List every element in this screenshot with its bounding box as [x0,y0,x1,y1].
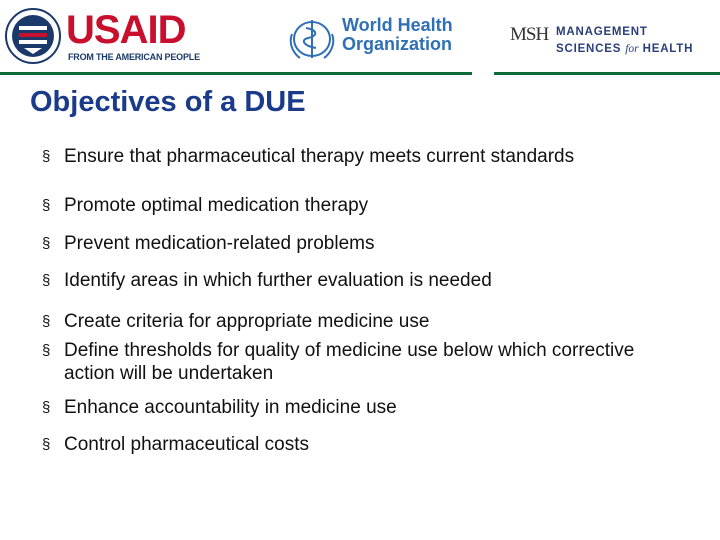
who-logo [286,14,456,64]
bullet-marker: § [42,399,51,416]
msh-sciences: SCIENCES [556,43,622,55]
msh-for: for [625,43,639,55]
usaid-wordmark [66,8,185,52]
bullet-item [42,339,642,385]
bullet-item [42,232,642,255]
bullet-text: Enhance accountability in medicine use [64,397,397,418]
header-divider [0,72,720,75]
msh-name [556,24,693,58]
bullet-text: Promote optimal medication therapy [64,195,369,216]
bullet-item [42,269,642,292]
who-name [342,16,453,54]
who-emblem-icon [286,14,338,64]
bullet-item [42,310,642,333]
usaid-tagline: FROM THE AMERICAN PEOPLE [68,52,200,62]
bullet-text: Control pharmaceutical costs [64,434,309,455]
slide-title: Objectives of a DUE [30,86,306,118]
bullet-marker: § [42,313,51,330]
bullet-item [42,145,642,168]
who-name-line1: World Health [342,15,453,35]
msh-logo [508,18,718,62]
bullet-text: Define thresholds for quality of medicine use below which corrective action will be undertaken [64,340,635,384]
bullet-text: Create criteria for appropriate medicine use [64,311,430,332]
bullet-text: Prevent medication-related problems [64,233,375,254]
bullet-marker: § [42,436,51,453]
bullet-marker: § [42,272,51,289]
header-divider-gap [472,72,494,75]
bullet-item [42,396,642,419]
header-logos [0,0,720,72]
bullet-marker: § [42,148,51,165]
usaid-logo [4,6,200,68]
msh-health: HEALTH [642,43,694,55]
msh-mark: MSH [510,24,549,45]
bullet-marker: § [42,342,51,359]
who-name-line2: Organization [342,34,453,54]
bullet-item [42,194,642,217]
bullet-list [42,145,642,456]
usaid-seal-icon [4,6,62,66]
msh-name-line2 [556,41,693,58]
bullet-marker: § [42,235,51,252]
usaid-wordmark-text: USAID [66,8,186,52]
msh-name-line1: MANAGEMENT [556,26,648,38]
bullet-text: Identify areas in which further evaluation is needed [64,270,492,291]
bullet-text: Ensure that pharmaceutical therapy meets current standards [64,146,575,167]
bullet-marker: § [42,197,51,214]
bullet-item [42,433,642,456]
